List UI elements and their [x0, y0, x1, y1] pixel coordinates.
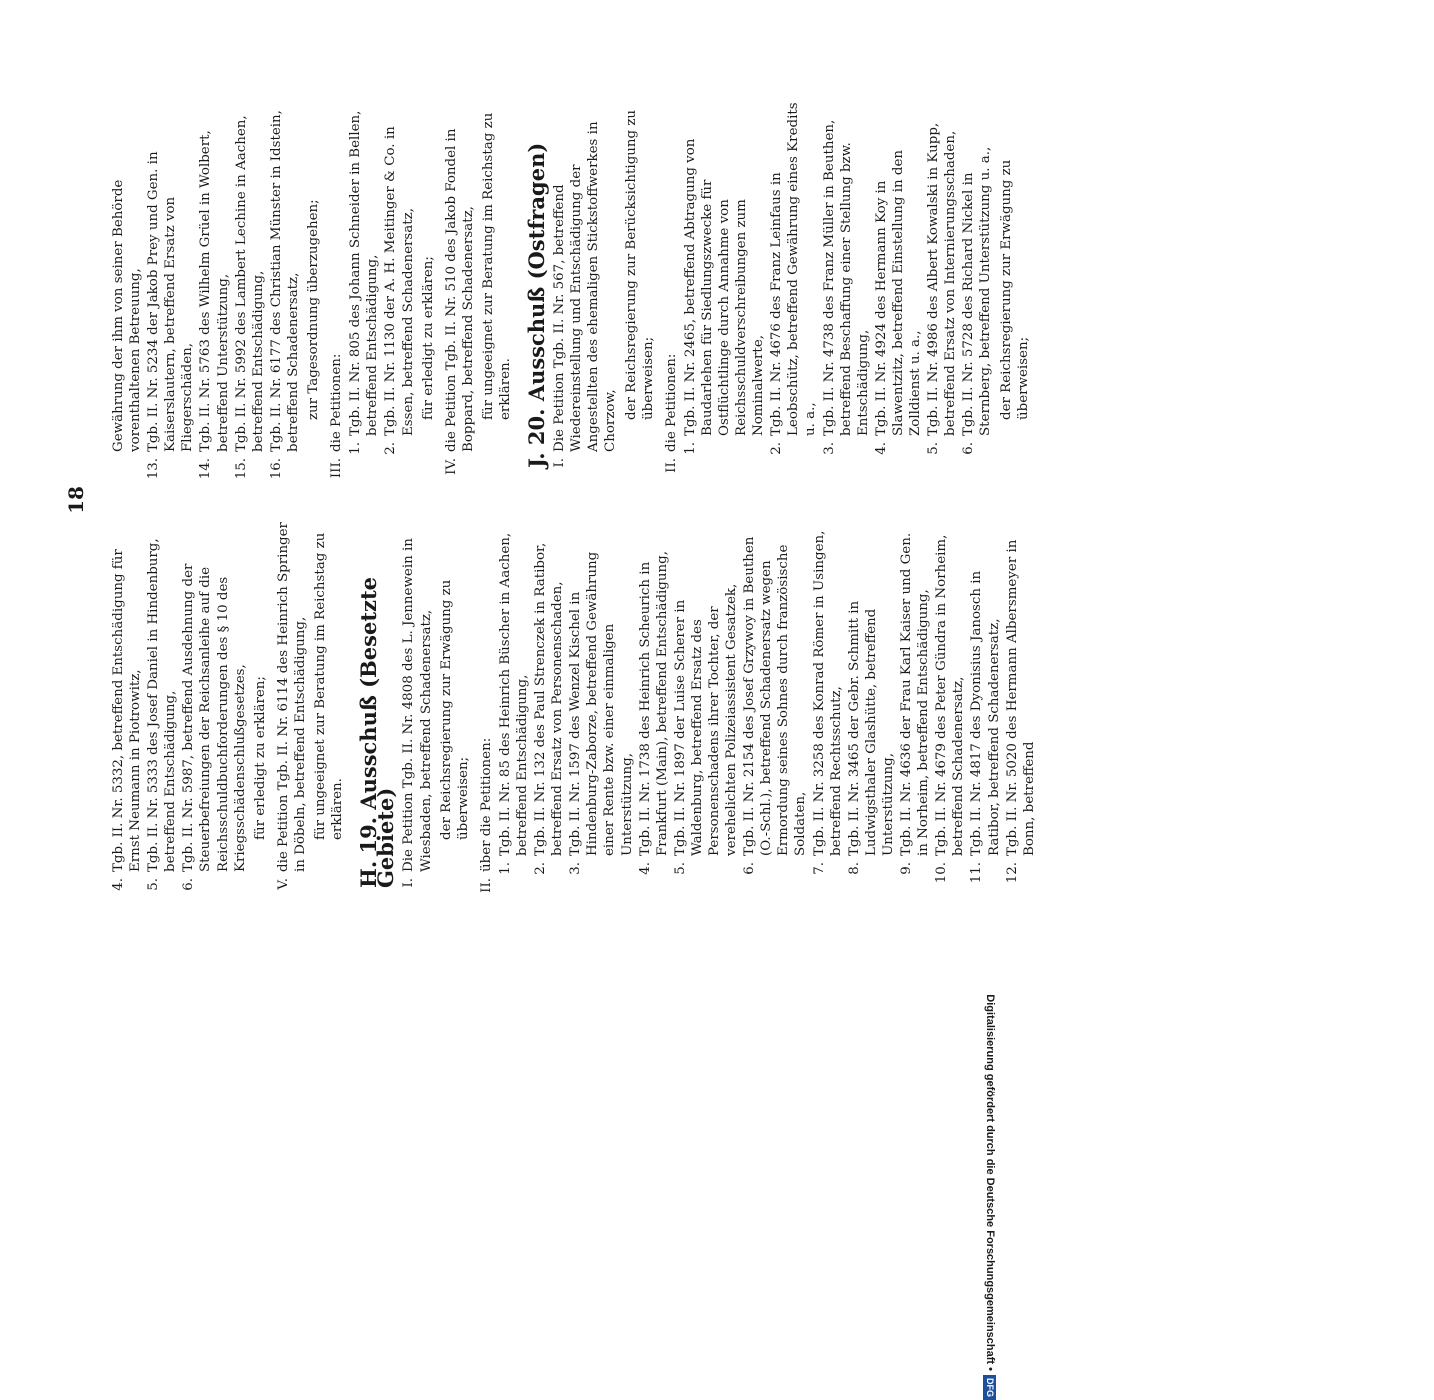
- item-number: 11.: [969, 862, 985, 884]
- list-item: [821, 100, 872, 464]
- digitization-credit: [980, 20, 1000, 1400]
- item-text: Tgb. II. Nr. 4924 des Hermann Koy in Slawentzitz, betreffend Einstellung in den Zolldienst u. a.,: [873, 150, 924, 436]
- item-number: 6.: [961, 442, 977, 455]
- decision-ungeeignet: für ungeeignet zur Beratung im Reichstag zu erklären.: [480, 112, 513, 420]
- item-number: 10.: [934, 862, 950, 884]
- section-number: IV.: [443, 458, 459, 475]
- section-i: [551, 100, 619, 480]
- list-item: [347, 100, 381, 464]
- item-text: Tgb. II. Nr. 6177 des Christian Münster in Idstein, betreffend Schadenersatz,: [268, 110, 301, 452]
- section-number: I.: [401, 878, 417, 888]
- item-text: Tgb. II. Nr. 3258 des Konrad Römer in Usingen, betreffend Rechtsschutz,: [811, 530, 844, 856]
- list-item: [1004, 520, 1038, 884]
- list-item: [898, 520, 932, 884]
- item-text: Tgb. II. Nr. 4676 des Franz Leinfaus in Leobschütz, betreffend Gewährung eines Kredits u. a.,: [769, 102, 819, 436]
- list-item: [268, 100, 302, 480]
- item-text: Tgb. II. Nr. 805 des Johann Schneider in Bellen, betreffend Entschädigung,: [348, 110, 381, 436]
- list-item: [532, 520, 566, 884]
- item-number: 4.: [637, 862, 653, 875]
- item-number: 14.: [198, 458, 214, 480]
- section-iii: [328, 100, 345, 480]
- decision-erwaegung: der Reichsregierung zur Erwägung zu überweisen;: [998, 159, 1031, 420]
- list-item: [497, 520, 531, 884]
- item-text: Tgb. II. Nr. 1130 der A. H. Meitinger & Co. in Essen, betreffend Schadenersatz,: [383, 126, 416, 436]
- section-number: V.: [275, 878, 291, 890]
- decision-erwaegung: der Reichsregierung zur Erwägung zu überweisen;: [438, 579, 471, 840]
- section-text: die Petitionen:: [329, 353, 345, 452]
- item-text: Tgb. II. Nr. 2465, betreffend Abtragung von Baudarlehen für Siedlungszwecke für Ostflüchtlinge durch Annahme von Reichsschuldverschreibungen zum Nominalwerte,: [682, 138, 767, 436]
- item-number: 8.: [846, 862, 862, 875]
- item-number: 7.: [811, 862, 827, 875]
- item-text: Tgb. II. Nr. 4986 des Albert Kowalski in Kupp, betreffend Ersatz von Internierungsschaden,: [926, 122, 959, 436]
- list-item: [233, 100, 267, 480]
- list-item: [933, 520, 967, 884]
- section-text: Die Petition Tgb. II. Nr. 567, betreffend Wiedereinstellung und Entschädigung der Angestellten des ehemaligen Stickstoffwerkes in Chorzow,: [552, 121, 619, 452]
- section-number: II.: [663, 458, 679, 473]
- list-item: [768, 100, 819, 464]
- item-text: Tgb. II. Nr. 5763 des Wilhelm Grüel in Wolbert, betreffend Unterstützung,: [198, 130, 231, 452]
- item-number: 1.: [348, 442, 364, 455]
- section-i: [400, 520, 434, 900]
- section-number: III.: [329, 458, 345, 479]
- item-number: 4.: [873, 442, 889, 455]
- item-number: 4.: [111, 878, 126, 891]
- item-number: 2.: [383, 442, 399, 455]
- item-number: 5.: [672, 862, 688, 875]
- item-number: 5.: [926, 442, 942, 455]
- section-text: die Petition Tgb. II. Nr. 6114 des Heinrich Springer in Döbeln, betreffend Entschädigung,: [275, 522, 308, 872]
- item-text: Tgb. II. Nr. 85 des Heinrich Büscher in Aachen, betreffend Entschädigung,: [497, 532, 530, 856]
- item-number: 13.: [146, 458, 162, 480]
- list-item: [180, 520, 248, 900]
- item-number: 12.: [1004, 862, 1020, 884]
- section-text: die Petitionen:: [663, 353, 679, 452]
- heading-h-19-ausschuss: H. 19. Ausschuß (Besetzte Gebiete): [356, 576, 399, 888]
- continuation-text: Gewährung der ihm von seiner Behörde vorenthaltenen Betreuung,: [111, 179, 144, 452]
- list-item: [382, 100, 416, 464]
- section-iv: [443, 100, 477, 480]
- item-text: Tgb. II. Nr. 4636 der Frau Karl Kaiser und Gen. in Norheim, betreffend Entschädigung,: [899, 532, 932, 856]
- section-text: die Petition Tgb. II. Nr. 510 des Jakob Fondel in Boppard, betreffend Schadenersatz,: [443, 128, 476, 452]
- item-number: 9.: [899, 862, 915, 875]
- list-item: [873, 100, 924, 464]
- heading-j-20-ausschuss: J. 20. Ausschuß (Ostfragen): [524, 142, 550, 468]
- item-text: Tgb. II. Nr. 5992 des Lambert Lechine in Aachen, betreffend Entschädigung,: [233, 115, 266, 452]
- list-item: [672, 520, 740, 884]
- item-text: Tgb. II. Nr. 5234 der Jakob Prey und Gen. in Kaiserslautern, betreffend Ersatz von Fliegerschäden,: [146, 151, 196, 452]
- section-text: über die Petitionen:: [478, 737, 494, 872]
- decision-tagesordnung: zur Tagesordnung überzugehen;: [306, 199, 322, 420]
- section-number: II.: [478, 878, 494, 893]
- list-item: [682, 100, 767, 464]
- item-text: Tgb. II. Nr. 1597 des Wenzel Kischel in Hindenburg-Zaborze, betreffend Gewährung einer Rente bzw. einer einmaligen Unterstützung,: [568, 551, 635, 856]
- section-ii: [663, 100, 680, 480]
- decision-erledigt: für erledigt zu erklären;: [420, 256, 436, 420]
- item-text: Tgb. II. Nr. 5333 des Josef Daniel in Hindenburg, betreffend Entschädigung,: [146, 538, 179, 872]
- list-item: [925, 100, 959, 464]
- section-ii: [478, 520, 495, 900]
- item-text: Tgb. II. Nr. 3465 der Gebr. Schmitt in Ludwigsthaler Glashütte, betreffend Unterstützung,: [846, 600, 896, 856]
- item-text: Tgb. II. Nr. 5728 des Richard Nickel in Sternberg, betreffend Unterstützung u. a.,: [961, 146, 994, 436]
- item-text: Tgb. II. Nr. 132 des Paul Strenczek in Ratibor, betreffend Ersatz von Personenschaden,: [533, 542, 566, 856]
- item-text: Tgb. II. Nr. 4679 des Peter Gündra in Norheim, betreffend Schadenersatz,: [934, 534, 967, 856]
- item-number: 15.: [233, 458, 249, 480]
- list-item: [637, 520, 671, 884]
- item-text: Tgb. II. Nr. 1897 der Luise Scherer in Waldenburg, betreffend Ersatz des Personenschadens ihrer Tochter, der verehelichten Polizeiassistent Gesatzek,: [672, 583, 740, 856]
- item-text: Tgb. II. Nr. 4738 des Franz Müller in Beuthen, betreffend Beschaffung einer Stellung bzw. Entschädigung,: [821, 119, 871, 436]
- item-text: Tgb. II. Nr. 5332, betreffend Entschädigung für Ernst Neumann in Piotrowitz,: [111, 549, 144, 872]
- list-item: [567, 520, 635, 884]
- list-item: [811, 520, 845, 884]
- item-number: 16.: [268, 458, 284, 480]
- decision-beruecksichtigung: der Reichsregierung zur Berücksichtigung zu überweisen;: [623, 109, 656, 420]
- right-column: [110, 100, 1038, 480]
- list-item: [741, 520, 809, 884]
- left-column: [110, 520, 1039, 900]
- item-number: 6.: [742, 862, 758, 875]
- item-number: 2.: [769, 442, 785, 455]
- item-text: Tgb. II. Nr. 5020 des Hermann Albersmeyer in Bonn, betreffend: [1004, 539, 1037, 856]
- section-v: [275, 520, 309, 900]
- section-text: Die Petition Tgb. II. Nr. 4808 des L. Jennewein in Wiesbaden, betreffend Schadenersatz,: [401, 538, 434, 872]
- item-text: Tgb. II. Nr. 2154 des Josef Grzywoy in Beuthen (O.-Schl.), betreffend Schadenersatz wegen Ermordung seines Sohnes durch französische Soldaten,: [742, 536, 809, 856]
- item-number: 6.: [181, 878, 197, 891]
- list-item: [197, 100, 231, 480]
- item-number: 5.: [146, 878, 162, 891]
- petition-list: [497, 520, 1038, 900]
- item-text: Tgb. II. Nr. 5987, betreffend Ausdehnung der Steuerbefreiungen der Reichsanleihe auf die Reichsschuldbuchforderungen des § 10 des Kriegsschädenschlußgesetzes,: [181, 563, 248, 872]
- decision-ungeeignet: für ungeeignet zur Beratung im Reichstag zu erklären.: [313, 532, 346, 840]
- section-number: I.: [552, 458, 568, 468]
- list-item: [110, 520, 144, 900]
- petition-list: [682, 100, 995, 480]
- item-number: 3.: [821, 442, 837, 455]
- item-number: 1.: [682, 442, 698, 455]
- list-item: [145, 100, 196, 480]
- list-item: [846, 520, 897, 884]
- item-number: 2.: [533, 862, 549, 875]
- page-number: 18: [64, 486, 88, 514]
- item-number: 3.: [568, 862, 584, 875]
- item-text: Tgb. II. Nr. 4817 des Dyonisius Janosch in Ratibor, betreffend Schadenersatz,: [969, 570, 1002, 856]
- dfg-logo: DFG: [984, 1375, 997, 1400]
- credit-text: Digitalisierung gefördert durch die Deutsche Forschungsgemeinschaft •: [984, 994, 996, 1371]
- item-number: 1.: [497, 862, 513, 875]
- decision-erledigt: für erledigt zu erklären;: [252, 676, 268, 840]
- list-item: [145, 520, 179, 900]
- item-text: Tgb. II. Nr. 1738 des Heinrich Scheurich in Frankfurt (Main), betreffend Entschädigung,: [637, 551, 670, 856]
